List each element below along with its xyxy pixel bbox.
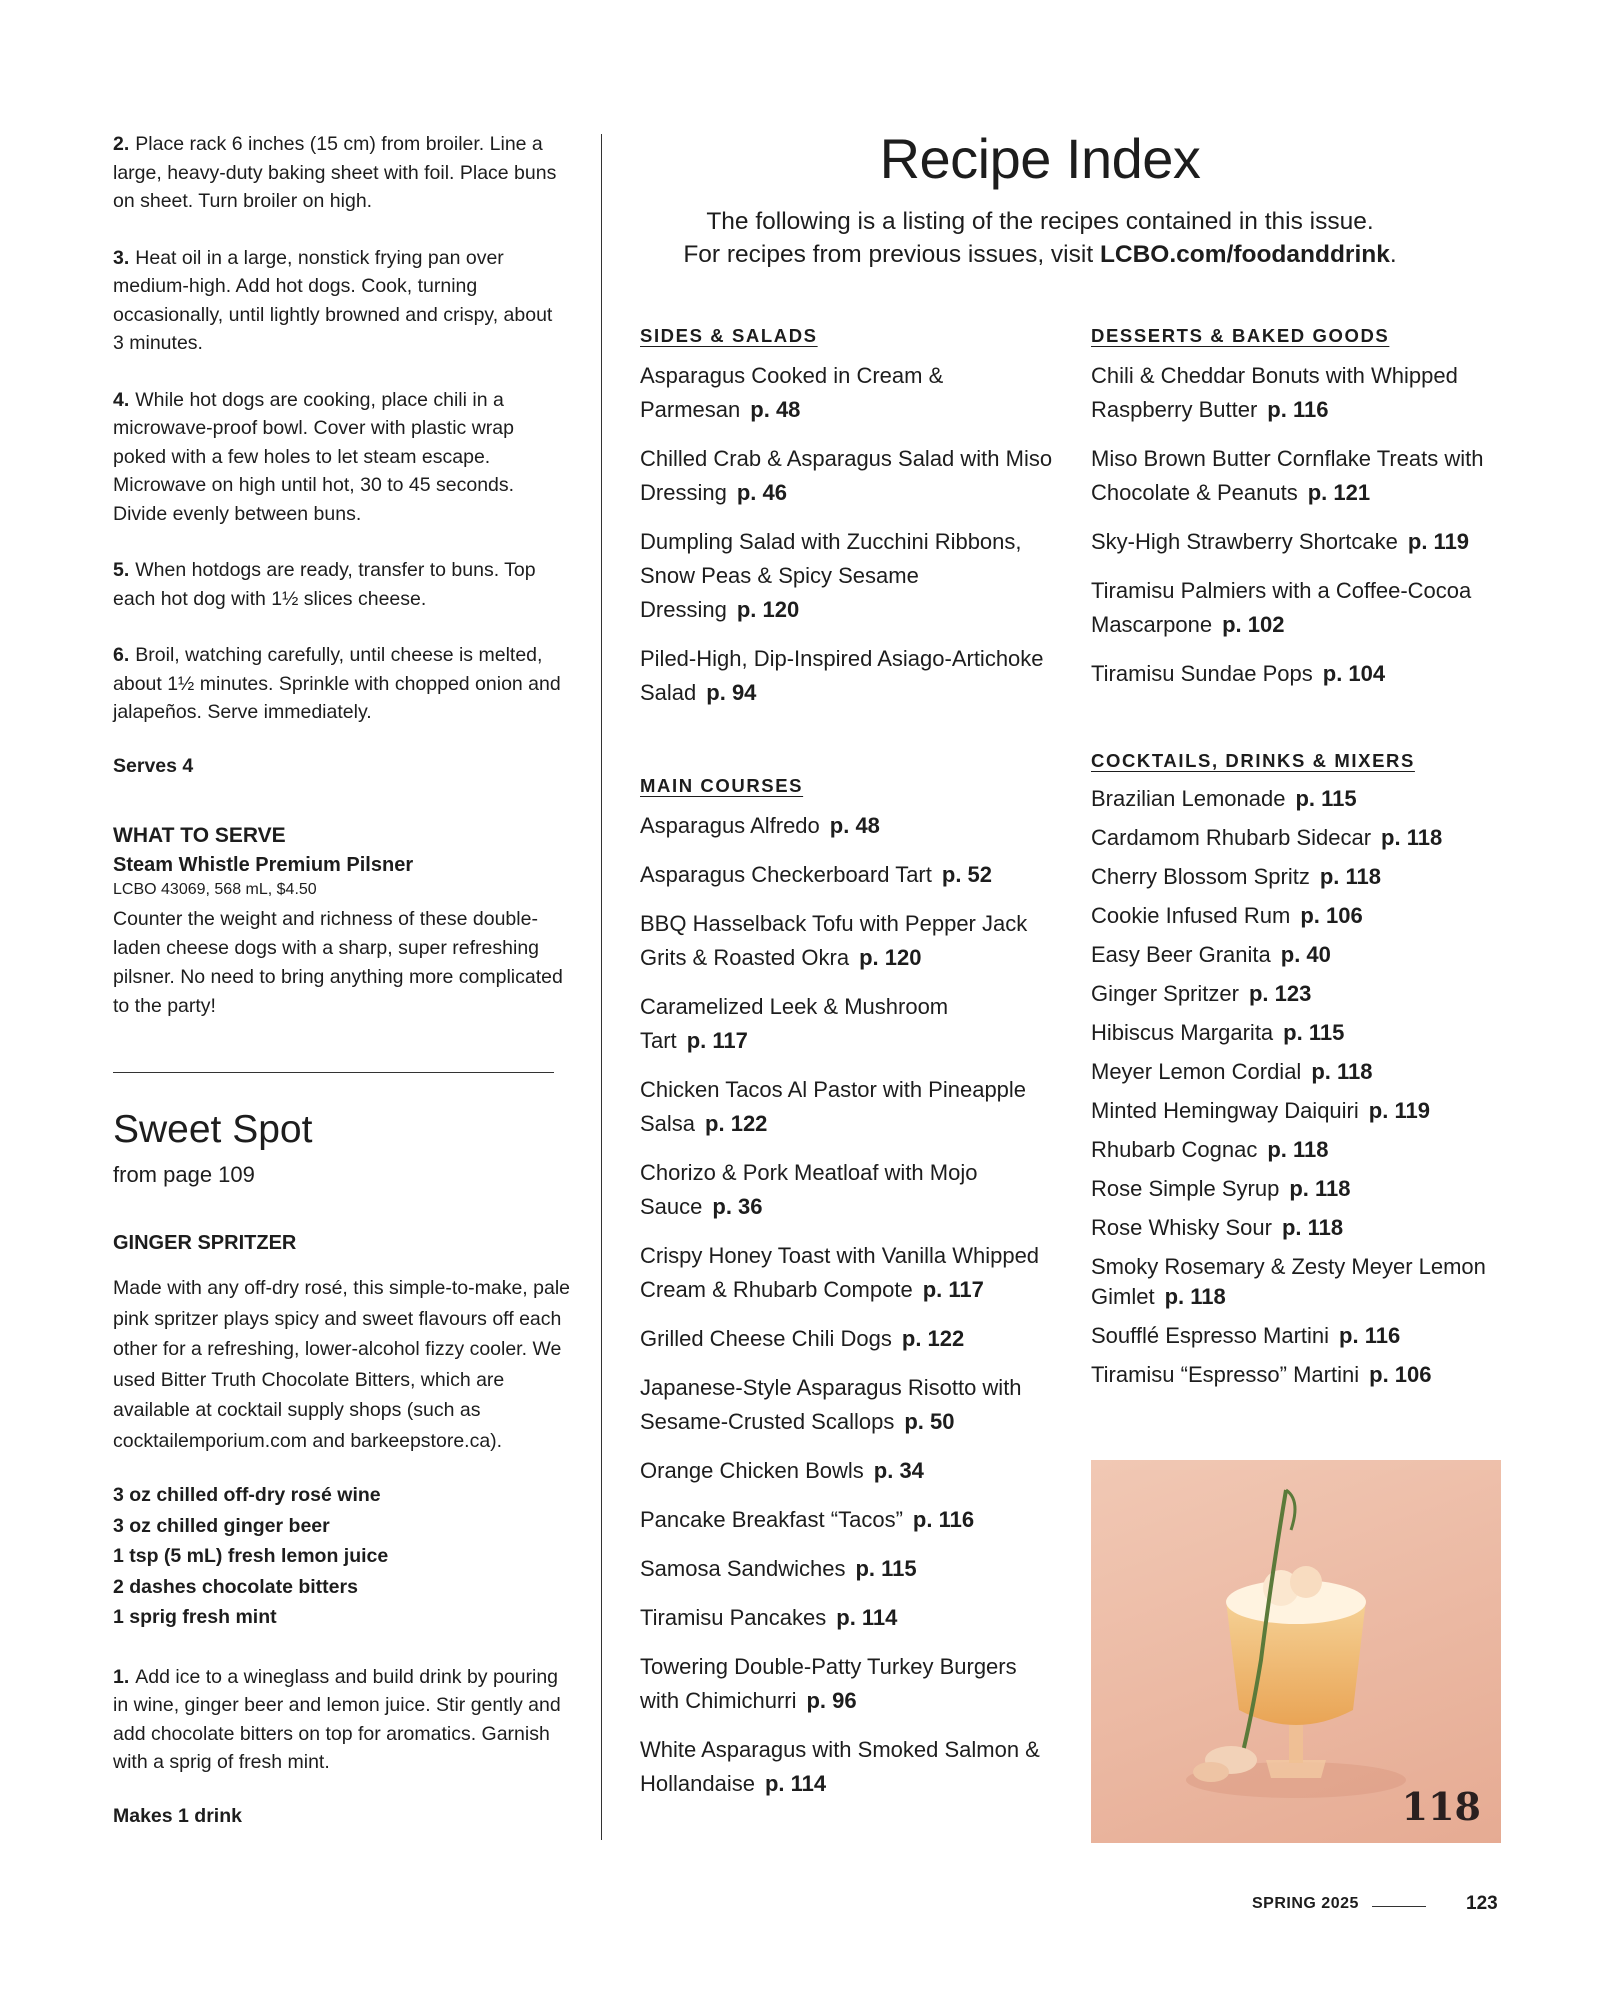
index-entry: Tiramisu Pancakes p. 114: [640, 1605, 898, 1630]
index-entry: Pancake Breakfast “Tacos” p. 116: [640, 1507, 975, 1532]
index-entry: Chilled Crab & Asparagus Salad with Miso Dressing p. 46: [640, 446, 1053, 505]
ingredient: 3 oz chilled off-dry rosé wine: [113, 1484, 381, 1506]
wine-name: Steam Whistle Premium Pilsner: [113, 853, 414, 876]
cocktails-section: [1091, 750, 1511, 1390]
column-divider: [601, 134, 602, 1840]
index-entry: Caramelized Leek & Mushroom Tart p. 117: [640, 994, 949, 1053]
index-entry: Sky-High Strawberry Shortcake p. 119: [1091, 529, 1470, 554]
method-step: 6. Broil, watching carefully, until cheese is melted, about 1½ minutes. Sprinkle with chopped onion and jalapeños. Serve immediately.: [113, 644, 561, 723]
index-entry: Cardamom Rhubarb Sidecar p. 118: [1091, 825, 1443, 850]
index-column-left: [640, 325, 1060, 1816]
sweet-spot-subtitle: from page 109: [113, 1162, 255, 1187]
section-heading: COCKTAILS, DRINKS & MIXERS: [1091, 750, 1415, 771]
index-entry: Chorizo & Pork Meatloaf with Mojo Sauce p. 36: [640, 1160, 978, 1219]
index-entry: Towering Double-Patty Turkey Burgers with Chimichurri p. 96: [640, 1654, 1017, 1713]
index-entry: Easy Beer Granita p. 40: [1091, 942, 1331, 967]
cocktail-photo: [1091, 1460, 1501, 1843]
what-to-serve: [113, 824, 568, 1021]
index-entry: Asparagus Checkerboard Tart p. 52: [640, 862, 993, 887]
section-heading: SIDES & SALADS: [640, 325, 818, 346]
recipe-title: GINGER SPRITZER: [113, 1232, 297, 1254]
sides-salads-section: [640, 325, 1060, 710]
index-entry: Rose Simple Syrup p. 118: [1091, 1176, 1351, 1201]
index-entry: Grilled Cheese Chili Dogs p. 122: [640, 1326, 965, 1351]
index-entry: Rose Whisky Sour p. 118: [1091, 1215, 1344, 1240]
index-entry: Asparagus Alfredo p. 48: [640, 813, 880, 838]
page-footer: [1180, 1893, 1500, 1917]
index-entry: Samosa Sandwiches p. 115: [640, 1556, 917, 1581]
index-entry: Rhubarb Cognac p. 118: [1091, 1137, 1329, 1162]
makes-label: Makes 1 drink: [113, 1804, 242, 1827]
index-entry: Chicken Tacos Al Pastor with Pineapple Salsa p. 122: [640, 1077, 1027, 1136]
section-divider: [113, 1072, 554, 1073]
wine-details: LCBO 43069, 568 mL, $4.50: [113, 880, 317, 898]
ingredient: 3 oz chilled ginger beer: [113, 1514, 330, 1537]
issue-label: SPRING 2025: [1252, 1895, 1359, 1912]
ingredient-list: [113, 1480, 573, 1633]
index-entry: Tiramisu “Espresso” Martini p. 106: [1091, 1362, 1432, 1387]
index-header: [640, 126, 1440, 271]
method-step: 4. While hot dogs are cooking, place chili in a microwave-proof bowl. Cover with plastic wrap poked with a few holes to let steam escape. Microwave on high until hot, 30 to 45 seconds. Divide evenly between buns.: [113, 388, 515, 525]
method-step: 3. Heat oil in a large, nonstick frying pan over medium-high. Add hot dogs. Cook, turning occasionally, until lightly browned and crispy, about 3 minutes.: [113, 246, 553, 354]
website-link[interactable]: LCBO.com/foodanddrink: [1099, 241, 1390, 268]
ingredient: 2 dashes chocolate bitters: [113, 1575, 358, 1598]
index-entry: BBQ Hasselback Tofu with Pepper Jack Grits & Roasted Okra p. 120: [640, 911, 1028, 970]
photo-page-number: 118: [1401, 1784, 1481, 1829]
index-entry: Piled-High, Dip-Inspired Asiago-Artichoke Salad p. 94: [640, 646, 1044, 705]
index-entry: Chili & Cheddar Bonuts with Whipped Raspberry Butter p. 116: [1091, 363, 1458, 422]
index-entry: Asparagus Cooked in Cream & Parmesan p. 48: [640, 363, 944, 422]
ingredient: 1 tsp (5 mL) fresh lemon juice: [113, 1545, 389, 1567]
method-step: 5. When hotdogs are ready, transfer to buns. Top each hot dog with 1½ slices cheese.: [113, 559, 536, 610]
index-entry: Soufflé Espresso Martini p. 116: [1091, 1323, 1401, 1348]
page-number: 123: [1466, 1893, 1498, 1914]
index-entry: Japanese-Style Asparagus Risotto with Sesame-Crusted Scallops p. 50: [640, 1375, 1022, 1434]
index-intro: The following is a listing of the recipes contained in this issue. For recipes from previous issues, visit LCBO.com/foodanddrink.: [683, 208, 1397, 268]
index-entry: Meyer Lemon Cordial p. 118: [1091, 1059, 1373, 1084]
desserts-section: [1091, 325, 1511, 691]
index-entry: Ginger Spritzer p. 123: [1091, 981, 1312, 1006]
sweet-spot-title: Sweet Spot: [113, 1108, 313, 1151]
sweet-spot-section: [113, 1108, 573, 1828]
index-entry: Hibiscus Margarita p. 115: [1091, 1020, 1345, 1045]
method-step: 2. Place rack 6 inches (15 cm) from broiler. Line a large, heavy-duty baking sheet with foil. Place buns on sheet. Turn broiler on high.: [113, 133, 557, 212]
section-heading: MAIN COURSES: [640, 775, 804, 796]
index-entry: Smoky Rosemary & Zesty Meyer Lemon Gimlet p. 118: [1091, 1254, 1486, 1309]
method-step: 1. Add ice to a wineglass and build drink by pouring in wine, ginger beer and lemon juice. Stir gently and add chocolate bitters on top for aromatics. Garnish with a sprig of fresh mint.: [113, 1665, 561, 1773]
index-entry: Minted Hemingway Daiquiri p. 119: [1091, 1098, 1430, 1123]
ingredient: 1 sprig fresh mint: [113, 1606, 277, 1628]
serves-label: Serves 4: [113, 754, 194, 777]
index-entry: Brazilian Lemonade p. 115: [1091, 786, 1357, 811]
what-to-serve-heading: WHAT TO SERVE: [113, 823, 286, 847]
wine-description: Counter the weight and richness of these double-laden cheese dogs with a sharp, super refreshing pilsner. No need to bring anything more complicated to the party!: [113, 907, 563, 1017]
recipe-description: Made with any off-dry rosé, this simple-to-make, pale pink spritzer plays spicy and sweet flavours off each other for a refreshing, lower-alcohol fizzy cooler. We used Bitter Truth Chocolate Bitters, which are available at cocktail supply shops (such as cocktailemporium.com and barkeepstore.ca).: [113, 1277, 570, 1452]
index-entry: Cherry Blossom Spritz p. 118: [1091, 864, 1381, 889]
main-courses-section: [640, 775, 1060, 1801]
index-entry: White Asparagus with Smoked Salmon & Hollandaise p. 114: [640, 1737, 1040, 1796]
section-heading: DESSERTS & BAKED GOODS: [1091, 325, 1390, 346]
index-entry: Orange Chicken Bowls p. 34: [640, 1458, 924, 1483]
footer-rule: [1372, 1906, 1426, 1907]
recipe-continuation: [113, 130, 568, 1021]
index-entry: Miso Brown Butter Cornflake Treats with Chocolate & Peanuts p. 121: [1091, 446, 1484, 505]
index-entry: Crispy Honey Toast with Vanilla Whipped Cream & Rhubarb Compote p. 117: [640, 1243, 1040, 1302]
index-entry: Tiramisu Sundae Pops p. 104: [1091, 661, 1386, 686]
index-entry: Tiramisu Palmiers with a Coffee-Cocoa Mascarpone p. 102: [1091, 578, 1472, 637]
index-entry: Cookie Infused Rum p. 106: [1091, 903, 1363, 928]
page-title: Recipe Index: [879, 127, 1201, 190]
index-column-right: [1091, 325, 1511, 1399]
index-entry: Dumpling Salad with Zucchini Ribbons, Snow Peas & Spicy Sesame Dressing p. 120: [640, 529, 1022, 622]
